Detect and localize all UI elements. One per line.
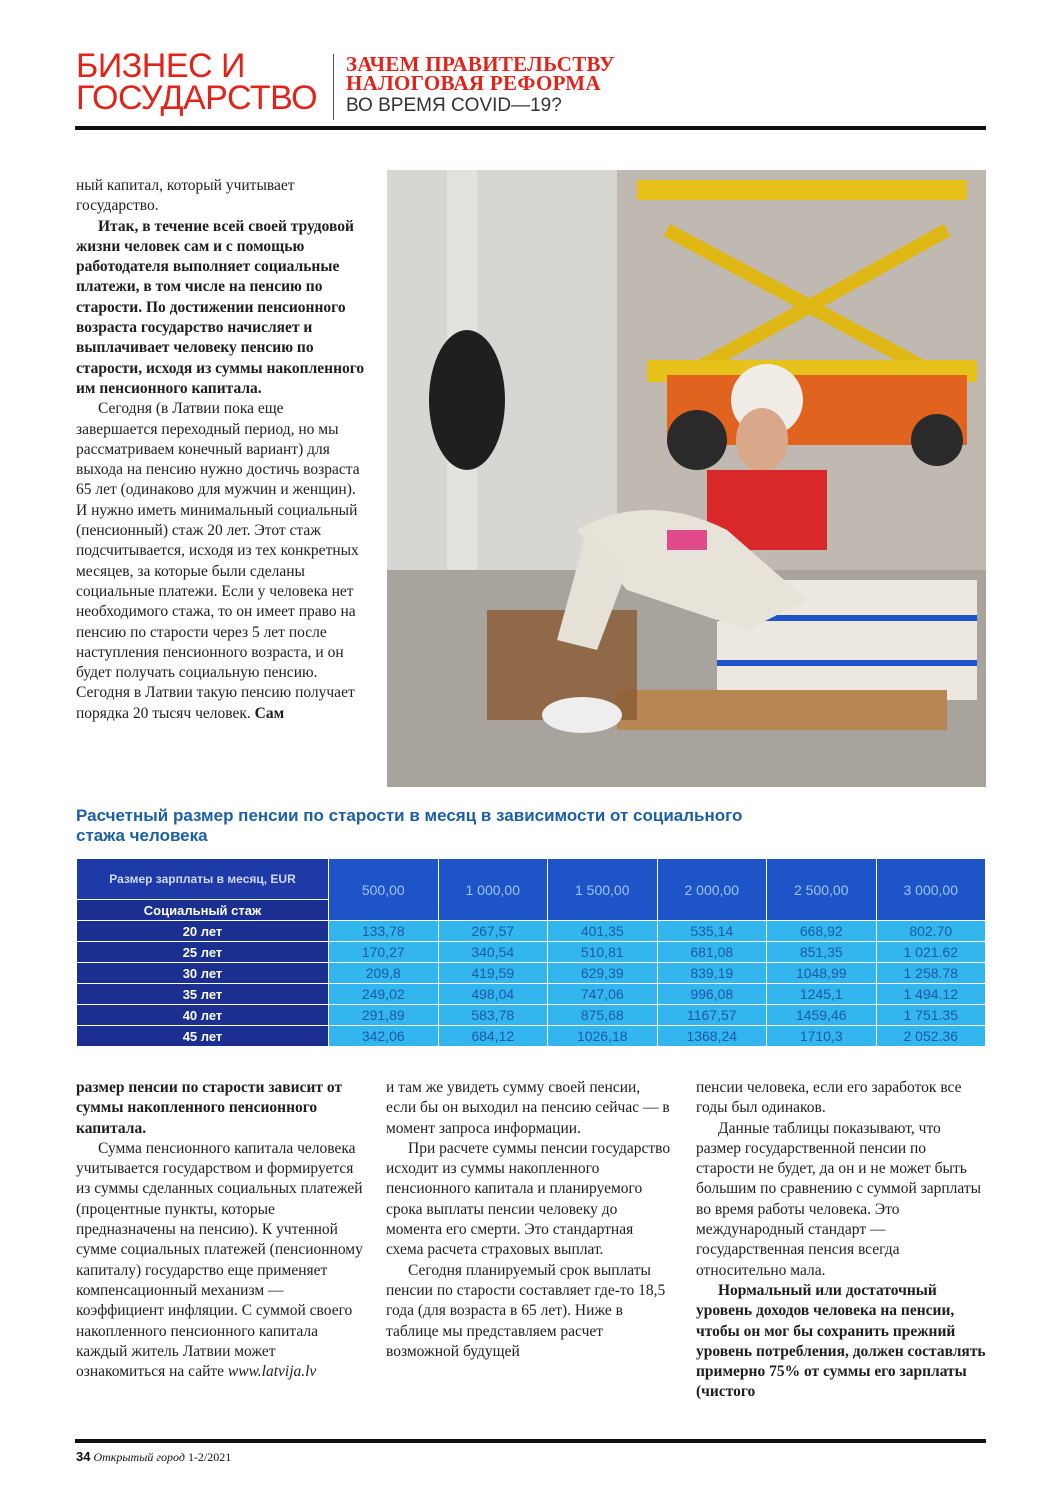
paragraph <box>76 1139 363 1383</box>
column-2 <box>386 1078 673 1362</box>
paragraph-bold <box>76 1078 363 1139</box>
article-photo <box>387 170 986 787</box>
pension-table <box>76 858 986 1047</box>
bottom-rule <box>75 1439 986 1443</box>
table-cell: 839,19 <box>657 963 767 984</box>
row-label: 20 лет <box>77 921 329 942</box>
paragraph: Данные таблицы показывают, что размер государственной пенсии по старости не будет, да он и не может быть большим по сравнению с суммой зарплаты во время работы человека. Это международный стандарт — государственная пенсия всегда относительно мала. <box>696 1119 982 1279</box>
issue-number: 1-2/2021 <box>187 1450 232 1464</box>
table-cell: 875,68 <box>548 1005 658 1026</box>
paragraph-text: Сегодня (в Латвии пока еще завершается переходный период, но мы рассматриваем конечный вариант) для выхода на пенсию нужно достичь возраста 65 лет (одинаково для мужчин и женщин). И нужно иметь минимальный социальный (пенсионный) стаж 20 лет. Этот стаж подсчитывается, исходя из тех конкретных месяцев, за которые были сделаны социальные платежи. Если у человека нет необходимого стажа, то он имеет право на пенсию по старости через 5 лет после наступления пенсионного возраста, и он будет получать социальную пенсию. Сегодня в Латвии такую пенсию получает порядка 20 тысяч человек. <box>76 400 360 722</box>
table-cell: 1 494.12 <box>876 984 986 1005</box>
paragraph: Сегодня планируемый срок выплаты пенсии по старости составляет где-то 18,5 года (для возраста в 65 лет). Ниже в таблице мы представляем расчет возможной будущей <box>386 1261 666 1360</box>
column-1-top <box>76 176 366 724</box>
table-cell: 133,78 <box>329 921 439 942</box>
paragraph: ный капитал, который учитывает государство. <box>76 177 295 215</box>
headline-subtitle: ВО ВРЕМЯ COVID—19? <box>346 95 562 116</box>
header-divider <box>333 54 334 120</box>
paragraph <box>76 399 366 724</box>
table-cell: 1 258.78 <box>876 963 986 984</box>
paragraph: При расчете суммы пенсии государство исходит из суммы накопленного пенсионного капитала и планируемого срока выплаты пенсии человеку до момента его смерти. Это стандартная схема расчета страховых выплат. <box>386 1139 671 1259</box>
bold-text: размер пенсии по старости зависит от суммы накопленного пенсионного капитала. <box>76 1079 343 1137</box>
table-cell: 498,04 <box>438 984 548 1005</box>
table-caption: Расчетный размер пенсии по старости в месяц в зависимости от социального стажа человека <box>76 806 743 845</box>
table-cell: 1459,46 <box>767 1005 877 1026</box>
table-cell: 1026,18 <box>548 1026 658 1047</box>
paragraph: и там же увидеть сумму своей пенсии, если бы он выходил на пенсию сейчас — в момент запроса информации. <box>386 1079 670 1137</box>
table-cell: 583,78 <box>438 1005 548 1026</box>
table-row <box>77 984 986 1005</box>
table-row <box>77 942 986 963</box>
paragraph: пенсии человека, если его заработок все годы был одинаков. <box>696 1079 962 1117</box>
headline: ЗАЧЕМ ПРАВИТЕЛЬСТВУ НАЛОГОВАЯ РЕФОРМА <box>346 52 615 95</box>
column-header: 2 000,00 <box>657 859 767 921</box>
top-rule <box>75 126 986 130</box>
table-cell: 629,39 <box>548 963 658 984</box>
paragraph-bold <box>696 1281 986 1403</box>
column-header: 3 000,00 <box>876 859 986 921</box>
table-header-row <box>77 859 986 900</box>
row-label: 30 лет <box>77 963 329 984</box>
page-number: 34 <box>76 1449 91 1464</box>
table-cell: 668,92 <box>767 921 877 942</box>
bold-text: Сам <box>254 704 285 722</box>
table-cell: 267,57 <box>438 921 548 942</box>
magazine-name: Открытый город <box>93 1450 185 1464</box>
table-cell: 1 021.62 <box>876 942 986 963</box>
table-cell: 2 052.36 <box>876 1026 986 1047</box>
table-row <box>77 921 986 942</box>
table-cell: 342,06 <box>329 1026 439 1047</box>
paragraph-text: Сумма пенсионного капитала человека учитывается государством и формируется из суммы сделанных социальных платежей (процентные пункты, которые предназначены на пенсию). К учтенной сумме социальных платежей (пенсионному капиталу) государство еще применяет компенсационный механизм — коэффициент инфляции. С суммой своего накопленного пенсионного капитала каждый житель Латвии может ознакомиться на сайте <box>76 1139 363 1381</box>
page-footer <box>76 1449 231 1465</box>
table-cell: 401,35 <box>548 921 658 942</box>
row-label: 35 лет <box>77 984 329 1005</box>
table-cell: 510,81 <box>548 942 658 963</box>
table-cell: 996,08 <box>657 984 767 1005</box>
table-cell: 1 751.35 <box>876 1005 986 1026</box>
row-label: 45 лет <box>77 1026 329 1047</box>
column-header: 1 000,00 <box>438 859 548 921</box>
worker-photo-illustration <box>387 170 986 787</box>
column-3 <box>696 1078 986 1403</box>
table-row <box>77 1005 986 1026</box>
table-cell: 170,27 <box>329 942 439 963</box>
table-cell: 291,89 <box>329 1005 439 1026</box>
table-cell: 684,12 <box>438 1026 548 1047</box>
table-cell: 747,06 <box>548 984 658 1005</box>
row-label: 25 лет <box>77 942 329 963</box>
column-header: 500,00 <box>329 859 439 921</box>
table-cell: 419,59 <box>438 963 548 984</box>
column-header: 2 500,00 <box>767 859 877 921</box>
table-cell: 1167,57 <box>657 1005 767 1026</box>
bold-text: Нормальный или достаточный уровень доходов человека на пенсии, чтобы он мог бы сохранить прежний уровень потребления, должен составлять примерно 75% от суммы его зарплаты (чистого <box>696 1281 986 1401</box>
table-row <box>77 963 986 984</box>
table-cell: 535,14 <box>657 921 767 942</box>
bold-text: Итак, в течение всей своей трудовой жизни человек сам и с помощью работодателя выполняет социальные платежи, в том числе на пенсию по старости. По достижении пенсионного возраста государство начисляет и выплачивает человеку пенсию по старости, исходя из суммы накопленного им пенсионного капитала. <box>76 217 365 397</box>
table-cell: 681,08 <box>657 942 767 963</box>
table-cell: 249,02 <box>329 984 439 1005</box>
paragraph-bold <box>76 217 366 400</box>
table-cell: 1368,24 <box>657 1026 767 1047</box>
table-cell: 1245,1 <box>767 984 877 1005</box>
table-cell: 340,54 <box>438 942 548 963</box>
section-title: БИЗНЕС И ГОСУДАРСТВО <box>76 47 318 117</box>
table-corner-salary: Размер зарплаты в месяц, EUR <box>77 859 329 900</box>
table-cell: 802.70 <box>876 921 986 942</box>
table-cell: 1710,3 <box>767 1026 877 1047</box>
table-corner-seniority: Социальный стаж <box>77 900 329 921</box>
column-header: 1 500,00 <box>548 859 658 921</box>
table-cell: 209,8 <box>329 963 439 984</box>
table-row <box>77 1026 986 1047</box>
column-1-bottom <box>76 1078 363 1382</box>
website-link[interactable]: www.latvija.lv <box>227 1363 317 1381</box>
table-cell: 851,35 <box>767 942 877 963</box>
row-label: 40 лет <box>77 1005 329 1026</box>
table-cell: 1048,99 <box>767 963 877 984</box>
